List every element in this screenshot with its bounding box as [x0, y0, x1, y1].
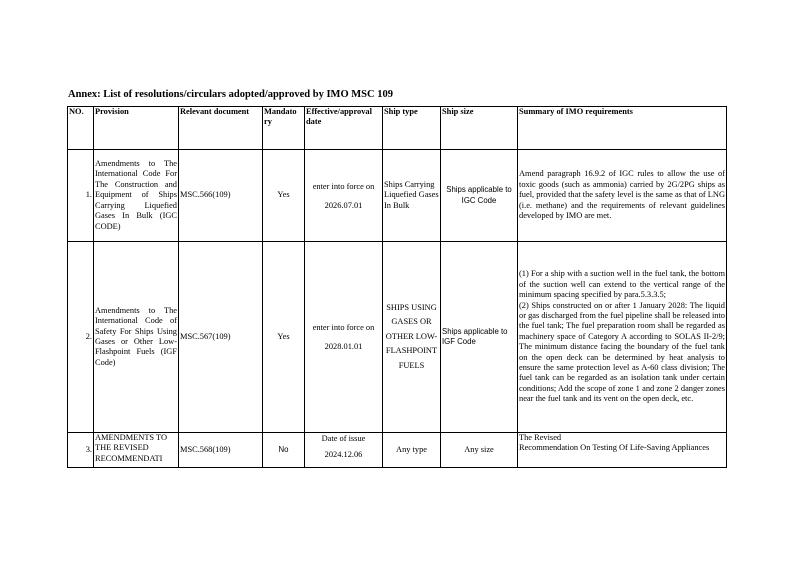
table-row [68, 433, 727, 468]
document-cell: MSC.568(109) [179, 433, 263, 468]
provision-cell: Amendments to The International Code of Safety For Ships Using Gases or Other Low-Flashpoint Fuels (IGF Code) [94, 242, 179, 433]
summary-cell [518, 433, 727, 468]
effective-date-cell [305, 242, 383, 433]
summary-paragraph: (1) For a ship with a suction well in the fuel tank, the bottom of the suction well can extend to the vertical range of the minimum spacing specified by para.5.3.3.5; [519, 269, 725, 300]
document-cell: MSC.566(109) [179, 150, 263, 242]
header-no: NO. [68, 107, 94, 150]
summary-paragraph: Amend paragraph 16.9.2 of IGC rules to allow the use of toxic goods (such as ammonia) carried by 2G/2PG ships as fuel, provided that the safety level is the same as that of LNG (i.e. methane) and the requirements of relevant guidelines developed by IMO are met. [519, 169, 725, 221]
row-number: 3. [68, 433, 94, 468]
header-summary: Summary of IMO requirements [518, 107, 727, 150]
summary-cell [518, 150, 727, 242]
provision-cell: AMENDMENTS TO THE REVISED RECOMMENDATI [94, 433, 179, 468]
table-row [68, 150, 727, 242]
effective-date-cell [305, 150, 383, 242]
ship-size-cell: Any size [441, 433, 518, 468]
header-provision: Provision [94, 107, 179, 150]
table-row [68, 242, 727, 433]
ship-type-cell: Any type [383, 433, 441, 468]
summary-cell [518, 242, 727, 433]
summary-paragraph: Recommendation On Testing Of Life-Saving Appliances [519, 443, 710, 453]
row-number: 1. [68, 150, 94, 242]
effective-date: 2028.01.01 [324, 342, 363, 351]
document-cell: MSC.567(109) [179, 242, 263, 433]
effective-label: enter into force on [312, 323, 375, 332]
row-number: 2. [68, 242, 94, 433]
table-header-row [68, 107, 727, 150]
mandatory-cell: Yes [263, 242, 305, 433]
provision-cell: Amendments to The International Code For The Construction and Equipment of Ships Carrying Liquefied Gases In Bulk (IGC CODE) [94, 150, 179, 242]
effective-date: 2026.07.01 [324, 200, 363, 210]
header-relevant-document: Relevant document [179, 107, 263, 150]
header-effective-date: Effective/approval date [305, 107, 383, 150]
summary-paragraph: (2) Ships constructed on or after 1 January 2028: The liquid or gas discharged from the fuel pipeline shall be released into the fuel tank; The fuel preparation room shall be regarded as machinery space of Category A according to SOLAS II-2/9; The minimum distance facing the boundary of the fuel tank on the open deck can be determined by heat analysis to ensure the same protection level as A-60 class division; The fuel tank can be regarded as an isolation tank under certain conditions; Add the scope of zone 1 and zone 2 danger zones near the fuel tank and its vent on the open deck, etc. [519, 300, 725, 404]
resolutions-table [67, 106, 727, 468]
mandatory-cell: Yes [263, 150, 305, 242]
ship-type-cell: SHIPS USING GASES OR OTHER LOW-FLASHPOINT FUELS [383, 242, 441, 433]
header-ship-type: Ship type [383, 107, 441, 150]
mandatory-cell: No [263, 433, 305, 468]
effective-label: Date of issue [321, 434, 366, 443]
header-mandatory: Mandato ry [263, 107, 305, 150]
effective-label: enter into force on [312, 181, 375, 191]
header-ship-size: Ship size [441, 107, 518, 150]
ship-size-cell: Ships applicable to IGC Code [441, 150, 518, 242]
annex-title: Annex: List of resolutions/circulars adopted/approved by IMO MSC 109 [68, 89, 393, 100]
ship-size-cell: Ships applicable to IGF Code [441, 242, 518, 433]
summary-paragraph: The Revised [519, 433, 562, 442]
effective-date: 2024.12.06 [324, 450, 363, 459]
ship-type-cell: Ships Carrying Liquefied Gases In Bulk [383, 150, 441, 242]
effective-date-cell [305, 433, 383, 468]
